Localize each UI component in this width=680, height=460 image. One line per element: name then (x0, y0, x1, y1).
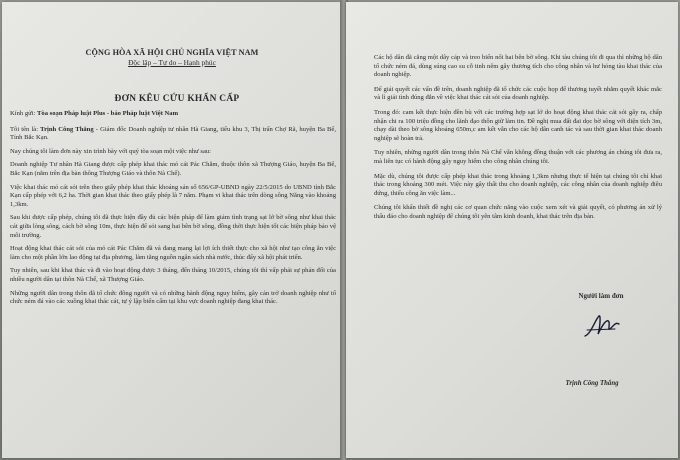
paragraph: Các hộ dân đã căng một dây cáp và treo biển nổi hai bên bờ sông. Khi tàu chúng tôi đi qua thì những hộ dân tổ chức ném đá, dùng súng cao su cỗ tinh nêm gây thương tích cho công nhân và hư hỏng tàu khai thác của doanh nghiệp. (374, 54, 662, 79)
paragraph: Hoạt động khai thác cát sỏi của mỏ cát Pác Chăm đã và đang mang lại lợi ích thiết thực cho xã hội như tạo công ăn việc làm cho một phần lớn lao động tại địa phương, làm tăng nguồn ngân sách nhà nước, thúc đẩy xã hội phát triển. (10, 245, 336, 261)
paragraph: Doanh nghiệp Tư nhân Hà Giang được cấp phép khai thác mỏ cát Pác Chăm, thuộc thôn xã Thượng Giáo, huyện Ba Bể, Bắc Kạn (nằm trên địa bàn thông Thượng Giáo và thôn Nà Chế). (10, 161, 336, 177)
handwritten-signature (581, 310, 621, 342)
paragraph: Những người dân trong thôn đã tổ chức đông người và có những hành động nguy hiểm, gây cản trở doanh nghiệp như tổ chức ném đá vào các xuồng khai thác cát, tự ý lập biển cấm tại khu vực doanh nghiệp đang khai thác. (10, 289, 336, 306)
paragraph: Nay chúng tôi làm đơn này xin trình bày với quý tòa soạn một việc như sau: (10, 147, 211, 155)
recipient-line (10, 110, 336, 119)
paragraph: Để giải quyết các vấn đề trên, doanh nghiệp đã tổ chức các cuộc họp để thương tuyết nhằm quyết khác mắc và lì giải tình đúng đắn về việc khai thác cát sỏi của doanh nghiệp. (374, 85, 662, 102)
sender-name: Trịnh Công Thắng (40, 125, 94, 133)
recipient-name: Tòa soạn Pháp luật Plus - báo Pháp luật Việt Nam (37, 110, 179, 117)
signature-block (546, 292, 656, 347)
sender-line (10, 126, 336, 143)
paragraph: Chúng tôi khẩn thiết đề nghị các cơ quan chức năng vào cuộc xem xét và giải quyết, có phương án xử lý thấu đáo cho doanh nghiệp để chúng tôi yên tâm kinh doanh, khai thác trên địa bàn. (374, 204, 662, 220)
sender-label: Tôi tên là: (10, 125, 39, 133)
signer-name: Trịnh Công Thắng (565, 380, 619, 387)
letter-page-right (346, 2, 678, 458)
signer-label: Người làm đơn (578, 292, 624, 300)
paragraph: Trong đó: cam kết thực hiện đền bù với các trường hợp sạt lở do hoạt động khai thác cát sỏi gây ra, chấp nhận chi ra 100 triệu đồng cho lãnh đạo thôn giữ làm tin. Đề nghị mua đất đai dọc bờ sông với diện tích 3m, chạy dài theo bờ sông khoảng 650m,c am kết vẫn cho các hộ dân canh tác và sau thời gian khai thác doanh nghiệp sẽ hoàn trả. (374, 108, 662, 142)
paragraph: Tuy nhiên, sau khi khai thác và đi vào hoạt động được 3 tháng, đến tháng 10/2015, chúng tôi thì vấp phải sự phản đối của nhiều người dân tại thôn Nà Chế, xã Thượng Giáo. (10, 267, 336, 283)
paragraph: Mặc dù, chúng tôi được cấp phép khai thác trong khoảng 1,3km nhưng thực tế hiện tại chúng tôi chỉ khai thác trong khoảng 300 mét. Việc này gây thất thu cho doanh nghiệp, các công nhân của doanh nghiệp điêu đứng, thiếu công ăn việc làm... (374, 172, 662, 197)
paragraph: Sau khi được cấp phép, chúng tôi đã thực hiện đầy đủ các biện pháp để làm giảm tình trạng sạt lở bờ sông như khai thác cát giữa lòng sông, cách bờ sông 10m, thực hiện để sỏi sang hai bên bờ sông, đồng thời thực hiện tốt các biện pháp bảo vệ môi trường. (10, 214, 336, 239)
letter-page-left (2, 2, 342, 458)
right-body (374, 54, 662, 228)
national-header (62, 48, 282, 67)
recipient-label: Kính gửi: (10, 110, 36, 117)
paragraph: Việc khai thác mỏ cát sỏi trên theo giấy phép khai thác khoáng sản số 656/GP-UBND ngày 22/5/2015 do UBND tỉnh Bắc Kạn cấp phép với 6,2 ha. Thời gian khai thác theo giấy phép là 7 năm. Phạm vi khai thác trên dòng sông Năng vào khoảng 1,3km. (10, 183, 336, 208)
nation-name: CỘNG HÒA XÃ HỘI CHỦ NGHĨA VIỆT NAM (85, 48, 259, 57)
national-motto: Độc lập – Tự do – Hạnh phúc (128, 58, 216, 67)
sender-details: - Giám đốc Doanh nghiệp tư nhân Hà Giang, tiểu khu 3, Thị trấn Chợ Rã, huyện Ba Bể, Tỉnh Bắc Kạn. (10, 125, 336, 142)
left-body (10, 110, 336, 312)
paragraph: Tuy nhiên, những người dân trong thôn Nà Chế vẫn không đồng thuận với các phương án chúng tôi đưa ra, mà liên tục có hành động gây nguy hiểm cho công nhân chúng tôi. (374, 149, 662, 165)
document-title: ĐƠN KÊU CỨU KHẨN CẤP (114, 94, 240, 104)
